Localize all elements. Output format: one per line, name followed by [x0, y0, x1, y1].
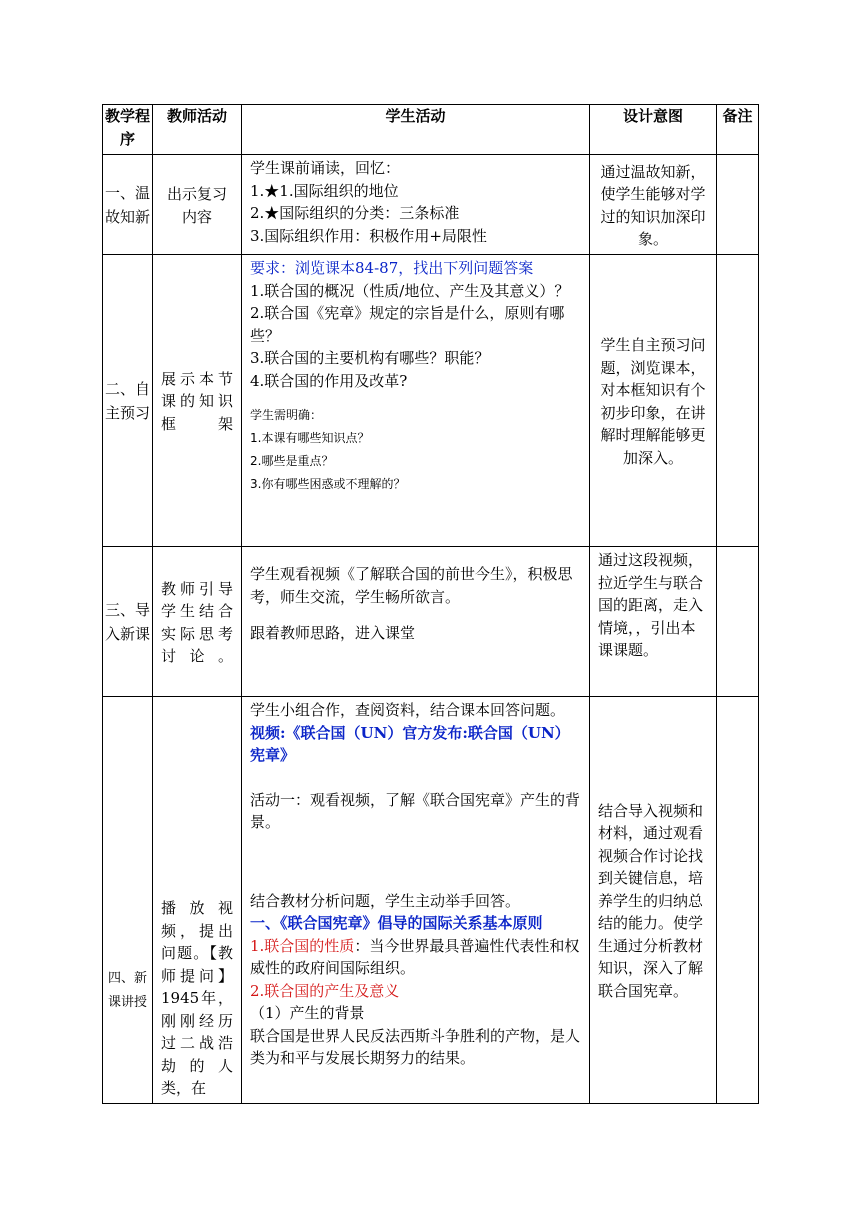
header-stage: 教学程序 [103, 105, 153, 155]
student-activity-one: 活动一：观看视频，了解《联合国宪章》产生的背景。 [250, 790, 581, 831]
teacher-activity-text: 展示本节课的知识框架 [161, 369, 233, 433]
teacher-activity-cell [153, 697, 242, 1104]
background-text: 联合国是世界人民反法西斯斗争胜利的产物，是人类为和平与发展长期努力的结果。 [250, 1026, 581, 1067]
student-activity-cell [242, 255, 590, 547]
design-intent-text: 学生自主预习问题，浏览课本，对本框知识有个初步印象，在讲解时理解能够更加深入。 [600, 336, 706, 467]
student-line: 2.联合国《宪章》规定的宗旨是什么，原则有哪些？ [250, 304, 565, 345]
student-line: 3.联合国的主要机构有哪些？职能？ [250, 349, 490, 367]
design-intent-cell [590, 547, 717, 697]
student-line: 学生观看视频《了解联合国的前世今生》，积极思考，师生交流，学生畅所欲言。 [250, 565, 573, 606]
origin-label: 2.联合国的产生及意义 [250, 981, 400, 1000]
teacher-activity-text: 出示复习内容 [166, 185, 227, 226]
background-label: （1）产生的背景 [250, 1004, 365, 1022]
design-intent-text: 结合导入视频和材料，通过观看视频合作讨论找到关键信息，培养学生的归纳总结的能力。使学生通过分析教材知识，深入了解联合国宪章。 [598, 801, 704, 1000]
design-intent-cell [590, 697, 717, 1104]
table-row [103, 547, 759, 697]
header-teacher-activity: 教师活动 [153, 105, 242, 155]
student-activity-cell [242, 547, 590, 697]
student-small-line: 3.你有哪些困惑或不理解的？ [250, 477, 406, 491]
nature-text: ：当今世界最具普遍性代表性和权威性的政府间国际组织。 [250, 936, 580, 977]
stage-cell: 三、导入新课 [103, 547, 153, 697]
teacher-activity-cell [153, 255, 242, 547]
notes-cell [717, 155, 759, 255]
student-video-title: 视频:《联合国（UN）官方发布:联合国（UN）宪章》 [250, 723, 570, 764]
student-activity-cell [242, 697, 590, 1104]
student-line: 3.国际组织作用：积极作用+局限性 [250, 226, 487, 245]
notes-cell [717, 697, 759, 1104]
student-requirement: 要求：浏览课本84-87，找出下列问题答案 [250, 259, 534, 277]
stage-cell: 四、新课讲授 [103, 697, 153, 1104]
nature-label: 1.联合国的性质 [250, 936, 355, 955]
header-design-intent: 设计意图 [590, 105, 717, 155]
nature-line [250, 935, 581, 980]
notes-cell [717, 547, 759, 697]
student-line: 1.★1.国际组织的地位 [250, 181, 399, 200]
teacher-activity-text: 教师引导学生结合实际思考讨论。 [161, 579, 233, 665]
header-student-activity: 学生活动 [242, 105, 590, 155]
student-analysis: 结合教材分析问题，学生主动举手回答。 [250, 891, 521, 910]
student-line: 跟着教师思路，进入课堂 [250, 624, 416, 642]
student-activity-cell [242, 155, 590, 255]
notes-cell [717, 255, 759, 547]
header-row [103, 105, 759, 155]
design-intent-cell [590, 155, 717, 255]
teacher-activity-cell [153, 547, 242, 697]
student-small-line: 1.本课有哪些知识点？ [250, 431, 370, 445]
teacher-activity-cell [153, 155, 242, 255]
table-row [103, 697, 759, 1104]
design-intent-text: 通过温故知新，使学生能够对学过的知识加深印象。 [600, 162, 706, 248]
stage-cell: 一、温故知新 [103, 155, 153, 255]
student-line: 2.★国际组织的分类：三条标准 [250, 204, 460, 222]
lesson-plan-table [102, 104, 759, 1104]
header-notes: 备注 [717, 105, 759, 155]
student-line: 4.联合国的作用及改革? [250, 371, 408, 390]
student-line: 学生课前诵读，回忆： [250, 159, 401, 177]
design-intent-text: 通过这段视频，拉近学生与联合国的距离，走入情境，，引出本课课题。 [598, 551, 704, 659]
table-row [103, 155, 759, 255]
student-intro: 学生小组合作，查阅资料，结合课本回答问题。 [250, 701, 566, 719]
student-small-title: 学生需明确： [250, 408, 323, 422]
design-intent-cell [590, 255, 717, 547]
table-row [103, 255, 759, 547]
stage-cell: 二、自主预习 [103, 255, 153, 547]
student-line: 1.联合国的概况（性质/地位、产生及其意义）？ [250, 281, 570, 300]
student-small-line: 2.哪些是重点？ [250, 454, 334, 468]
section-title: 一、《联合国宪章》倡导的国际关系基本原则 [250, 914, 543, 932]
teacher-activity-text: 播放视频，提出问题。【教师提问】1945年，刚刚经历过二战浩劫的人类，在 [161, 899, 233, 1097]
